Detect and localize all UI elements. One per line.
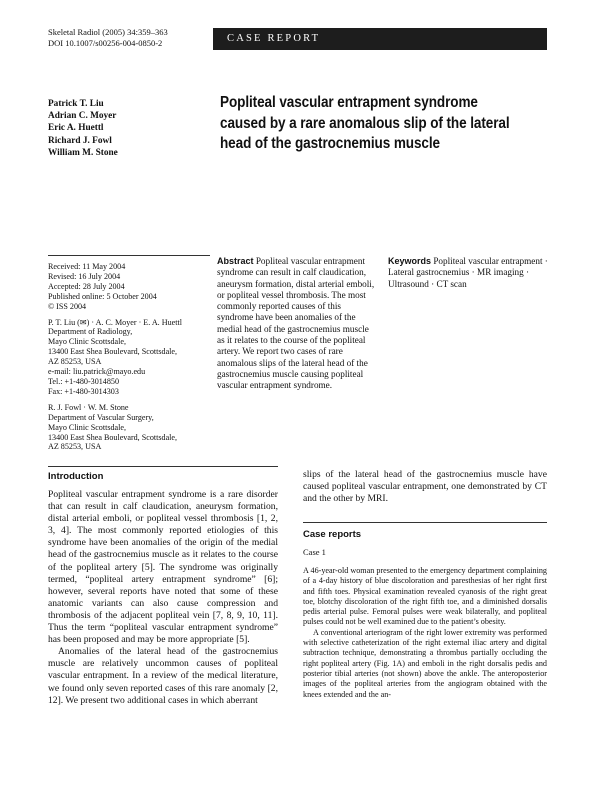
affiliation-2-line: AZ 85253, USA — [48, 442, 102, 452]
paragraph: Anomalies of the lateral head of the gastrocnemius muscle are relatively uncommon causes of popliteal vascular entrapment. In a review of the medical literature, we found only seven reported cases of this rare anomaly [2, 12]. We present two additional cases in which aberrant — [48, 646, 278, 706]
article-title: Popliteal vascular entrapment syndrome caused by a rare anomalous slip of the lateral head of the gastrocnemius muscle — [220, 94, 510, 152]
affiliation-2-names: R. J. Fowl · W. M. Stone — [48, 402, 129, 412]
divider — [48, 255, 210, 256]
journal-citation: Skeletal Radiol (2005) 34:359–363 — [48, 27, 168, 37]
published-date: Published online: 5 October 2004 — [48, 291, 157, 301]
abstract — [217, 256, 375, 392]
journal-citation-block — [48, 27, 218, 49]
paragraph: A 46-year-old woman presented to the emergency department complaining of a 4-day history of blue discoloration and paresthesias of her right first and fifth toes. Physical examination revealed cyanosis of the right great toe, blotchy discoloration of the right fifth toe, and a diminished dorsalis pedis arterial pulse. Femoral pulses were weak bilaterally, and popliteal pulses could not be well examined due to the patient’s obesity. — [303, 566, 547, 627]
affiliation-1-line: Department of Radiology, — [48, 327, 133, 337]
paragraph: slips of the lateral head of the gastrocnemius muscle have caused popliteal vascular entrapment, one demonstrated by CT and the other by MRI. — [303, 469, 547, 505]
affiliation-1-line: Mayo Clinic Scottsdale, — [48, 337, 127, 347]
affiliation-2-line: Mayo Clinic Scottsdale, — [48, 422, 127, 432]
keywords-text: Popliteal vascular entrapment · Lateral gastrocnemius · MR imaging · Ultrasound · CT scan — [388, 256, 548, 289]
divider — [303, 522, 547, 523]
article-metadata — [48, 262, 210, 452]
fax: Fax: +1-480-3014303 — [48, 386, 119, 396]
affiliation-1-line: AZ 85253, USA — [48, 357, 102, 367]
paragraph: Popliteal vascular entrapment syndrome is a rare disorder that can result in calf claudication, aneurysm formation, distal arterial emboli, or popliteal vessel thrombosis [1, 2, 3, 4]. The most commonly reported etiologies of this syndrome have been anomalies of the origin of the medial head of the gastrocnemius muscle as it relates to the course of the popliteal artery [5]. The syndrome was originally termed, “popliteal artery entrapment syndrome” [6]; however, several reports have noted that some of these anatomic variants can also cause compression and thrombosis of the adjacent popliteal vein [7, 8, 9, 10, 11]. Thus the term “popliteal vascular entrapment syndrome” has been proposed and may be more appropriate [5]. — [48, 489, 278, 646]
author-name: Richard J. Fowl — [48, 135, 112, 146]
divider — [48, 466, 278, 467]
abstract-label: Abstract — [217, 256, 254, 266]
abstract-text: Popliteal vascular entrapment syndrome can result in calf claudication, aneurysm formation, distal arterial emboli, or popliteal vessel thrombosis. The most commonly reported causes of this syndrome have been anomalies of the medial head of the gastrocnemius muscle as it relates to the course of the popliteal artery. We report two cases of rare anomalous slips of the lateral head of the gastrocnemius muscle causing popliteal vascular entrapment syndrome. — [217, 256, 375, 391]
article-type-banner: CASE REPORT — [213, 28, 547, 50]
affiliation-2-line: 13400 East Shea Boulevard, Scottsdale, — [48, 432, 178, 442]
accepted-date: Accepted: 28 July 2004 — [48, 281, 125, 291]
affiliation-2-line: Department of Vascular Surgery, — [48, 412, 154, 422]
paragraph: A conventional arteriogram of the right lower extremity was performed with selective catheterization of the right external iliac artery and digital subtraction technique, demonstrating a thrombus partially occluding the right popliteal artery (Fig. 1A) and emboli in the right dorsalis pedis and posterior tibial arteries (not shown) above the ankle. The anteroposterior images of the popliteal arteries from the angiogram obtained with the knees extended and the an- — [303, 627, 547, 699]
keywords-label: Keywords — [388, 256, 432, 266]
copyright: © ISS 2004 — [48, 301, 87, 311]
author-name: William M. Stone — [48, 147, 118, 158]
author-name: Patrick T. Liu — [48, 99, 104, 109]
case-1-body — [303, 566, 547, 700]
author-list — [48, 98, 208, 159]
journal-doi: DOI 10.1007/s00256-004-0850-2 — [48, 38, 163, 48]
case-reports-heading: Case reports — [303, 529, 362, 540]
case-1-subheading: Case 1 — [303, 547, 326, 557]
telephone: Tel.: +1-480-3014850 — [48, 376, 119, 386]
author-name: Adrian C. Moyer — [48, 111, 117, 122]
revised-date: Revised: 16 July 2004 — [48, 271, 121, 281]
author-name: Eric A. Huettl — [48, 123, 104, 134]
introduction-body — [48, 489, 278, 707]
introduction-continued — [303, 469, 547, 505]
affiliation-1-names: P. T. Liu (✉) · A. C. Moyer · E. A. Huettl — [48, 317, 182, 327]
email-link[interactable]: e-mail: liu.patrick@mayo.edu — [48, 367, 146, 377]
affiliation-1-line: 13400 East Shea Boulevard, Scottsdale, — [48, 347, 178, 357]
keywords — [388, 256, 550, 290]
introduction-heading: Introduction — [48, 471, 104, 482]
received-date: Received: 11 May 2004 — [48, 262, 126, 271]
